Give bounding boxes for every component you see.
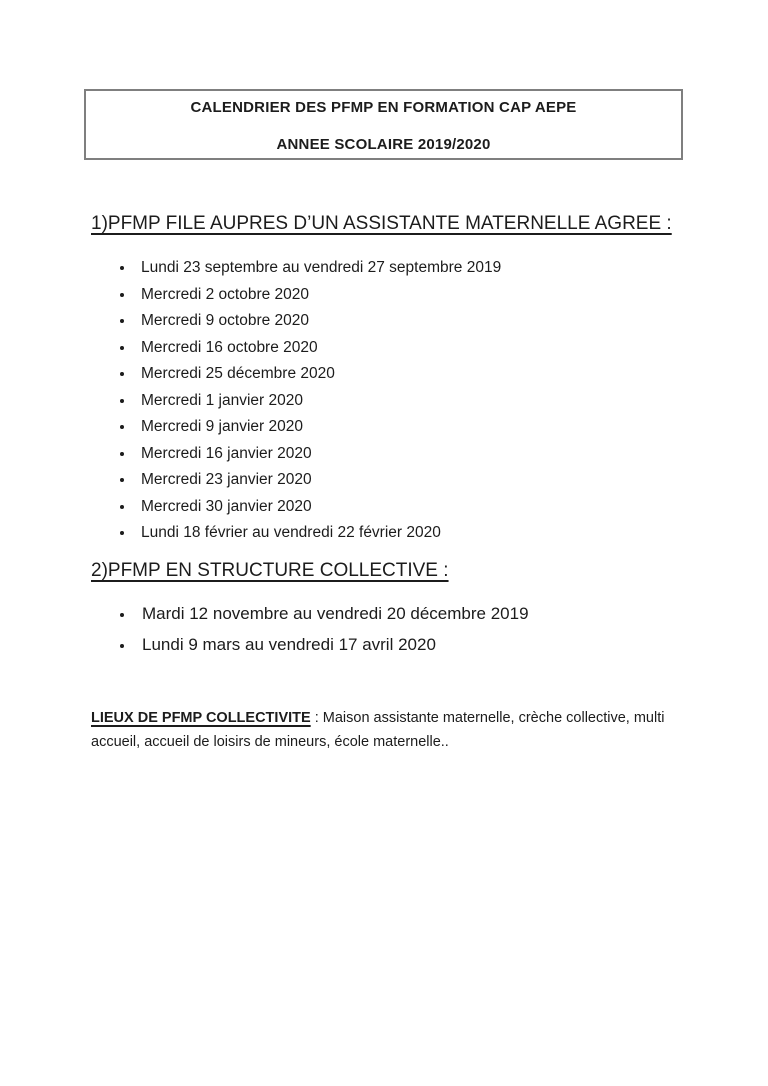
footer-label: LIEUX DE PFMP COLLECTIVITE <box>91 710 311 726</box>
list-item: • Mercredi 9 octobre 2020 <box>135 308 705 335</box>
list-item: • Mercredi 16 octobre 2020 <box>135 335 705 362</box>
list-item: • Mercredi 25 décembre 2020 <box>135 361 705 388</box>
list-item: • Lundi 9 mars au vendredi 17 avril 2020 <box>135 630 705 661</box>
list-item: • Mardi 12 novembre au vendredi 20 décembre 2019 <box>135 599 705 630</box>
document-title-line1: CALENDRIER DES PFMP EN FORMATION CAP AEPE <box>190 99 577 116</box>
footer-note <box>91 707 681 754</box>
title-box <box>84 89 683 160</box>
document-title-line2: ANNEE SCOLAIRE 2019/2020 <box>276 136 491 153</box>
footer-text-line1: Maison assistante maternelle, crèche collective, multi <box>322 710 665 726</box>
section-2-heading: 2)PFMP EN STRUCTURE COLLECTIVE : <box>91 560 449 581</box>
list-item: • Lundi 18 février au vendredi 22 février 2020 <box>135 520 705 547</box>
list-item: • Mercredi 23 janvier 2020 <box>135 467 705 494</box>
footer-separator: : <box>310 710 323 726</box>
section-1-date-list <box>85 255 705 547</box>
section-2-date-list <box>85 599 705 660</box>
list-item: • Mercredi 9 janvier 2020 <box>135 414 705 441</box>
list-item: • Mercredi 30 janvier 2020 <box>135 494 705 521</box>
list-item: • Mercredi 2 octobre 2020 <box>135 282 705 309</box>
list-item: • Mercredi 16 janvier 2020 <box>135 441 705 468</box>
section-1-heading: 1)PFMP FILE AUPRES D’UN ASSISTANTE MATERNELLE AGREE : <box>91 213 672 234</box>
list-item: • Lundi 23 septembre au vendredi 27 septembre 2019 <box>135 255 705 282</box>
list-item: • Mercredi 1 janvier 2020 <box>135 388 705 415</box>
footer-text-line2: accueil, accueil de loisirs de mineurs, école maternelle.. <box>91 733 449 750</box>
